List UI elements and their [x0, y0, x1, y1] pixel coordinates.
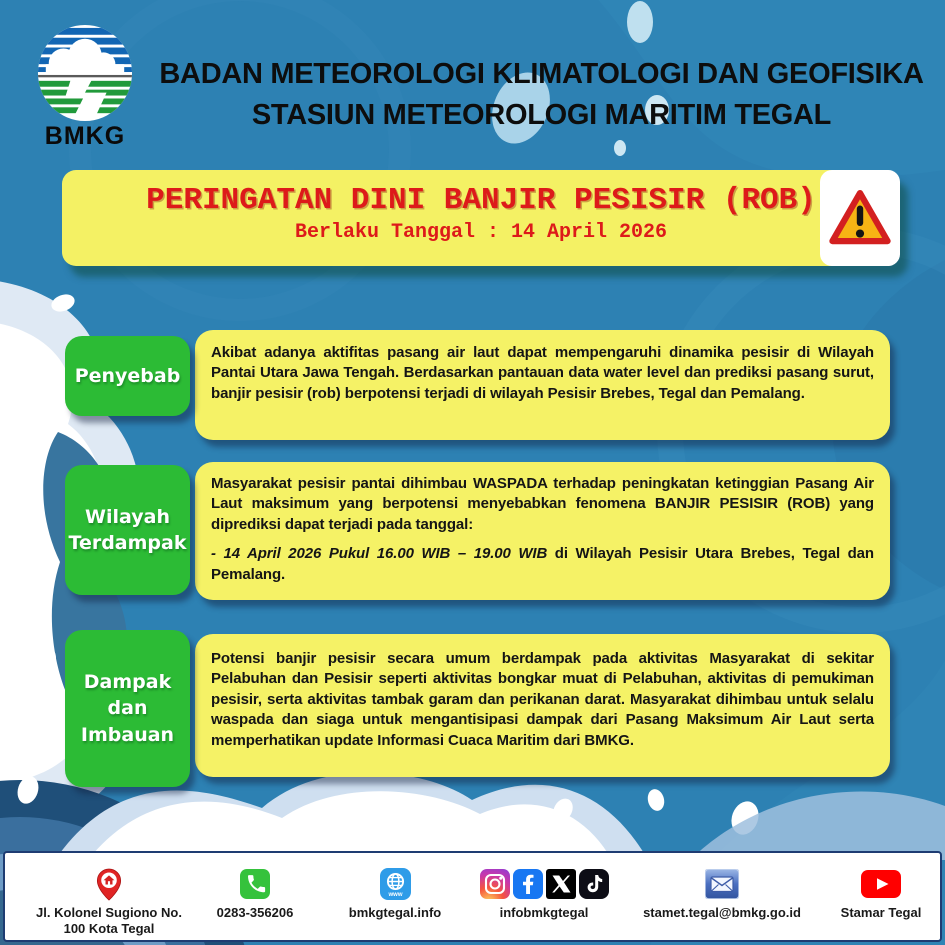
bmkg-logo-icon: [35, 24, 135, 122]
bmkg-logo-label: BMKG: [44, 122, 126, 150]
section-body-wilayah-terdampak: [195, 462, 890, 600]
tiktok-icon: [579, 869, 609, 899]
date-range-text: - 14 April 2026 Pukul 16.00 WIB – 19.00 WIB: [211, 545, 548, 563]
footer-item-email: [629, 866, 815, 921]
instagram-icon: [480, 869, 510, 899]
address-line1: Jl. Kolonel Sugiono No.: [36, 905, 182, 920]
youtube-channel: Stamar Tegal: [840, 905, 922, 920]
section-label-text: Penyebab: [74, 364, 181, 387]
footer-item-social: [465, 866, 623, 921]
location-pin-icon: [23, 866, 195, 902]
phone-number: 0283-356206: [216, 905, 294, 920]
footer-item-address: [23, 866, 195, 937]
header-title-line1: BADAN METEOROLOGI KLIMATOLOGI DAN GEOFISIKA: [159, 58, 924, 90]
bmkg-logo: [31, 24, 139, 151]
email-envelope-icon: [629, 866, 815, 902]
section-label-text: Dampak dan Imbauan: [80, 671, 175, 746]
warning-triangle-icon: [828, 188, 892, 248]
section-label-wilayah-terdampak: [65, 465, 190, 595]
website-url: bmkgtegal.info: [348, 905, 442, 920]
footer-contact-bar: [3, 851, 942, 942]
address-line2: 100 Kota Tegal: [63, 921, 155, 936]
section-body-date-line: [211, 544, 874, 585]
section-body-text: Akibat adanya aktifitas pasang air laut dapat mempengaruhi dinamika pesisir di Wilayah Pantai Utara Jawa Tengah. Berdasarkan pantauan data water level dan prediksi pasang surut, banjir pesisir (rob) berpotensi terjadi di wilayah Pesisir Brebes, Tegal dan Pemalang.: [211, 344, 874, 402]
date-area-text: di Wilayah Pesisir Utara Brebes, Tegal dan Pemalang.: [211, 545, 874, 583]
social-handle: infobmkgtegal: [499, 905, 589, 920]
email-address: stamet.tegal@bmkg.go.id: [643, 905, 801, 920]
section-label-penyebab: [65, 336, 190, 416]
footer-item-youtube: [817, 866, 945, 921]
footer-item-phone: [185, 866, 325, 921]
section-body-text: Potensi banjir pesisir secara umum berdampak pada aktivitas Masyarakat di sekitar Pelabuhan dan Pesisir seperti aktivitas bongkar muat di Pelabuhan, aktivitas di pemukiman pesisir, serta aktivitas tambak garam dan perikanan darat. Masyarakat dihimbau untuk selalu waspada dan siaga untuk mengantisipasi dampak dari Pasang Maksimum Air Laut serta memperhatikan update Informasi Cuaca Maritim dari BMKG.: [211, 650, 874, 749]
header-title-line2: STASIUN METEOROLOGI MARITIM TEGAL: [251, 99, 832, 131]
warning-banner: [62, 170, 900, 266]
section-label-text: Wilayah Terdampak: [68, 505, 187, 554]
footer-item-website: [325, 866, 465, 921]
section-body-text: Masyarakat pesisir pantai dihimbau WASPADA terhadap peningkatan ketinggian Pasang Air Laut maksimum yang berpotensi menyebabkan fenomena BANJIR PESISIR (ROB) yang diprediksi dapat terjadi pada tanggal:: [211, 475, 874, 533]
banner-subtitle: Berlaku Tanggal : 14 April 2026: [294, 221, 668, 244]
section-label-dampak-imbauan: [65, 630, 190, 787]
x-icon: [546, 869, 576, 899]
section-body-dampak-imbauan: [195, 634, 890, 777]
section-body-penyebab: [195, 330, 890, 440]
banner-title: PERINGATAN DINI BANJIR PESISIR (ROB): [146, 183, 816, 218]
warning-icon-box: [820, 170, 900, 266]
header-title: [150, 54, 933, 136]
youtube-icon: [817, 866, 945, 902]
globe-www-icon: [325, 866, 465, 902]
facebook-icon: [513, 869, 543, 899]
phone-icon: [185, 866, 325, 902]
svg-text:www: www: [387, 892, 403, 898]
